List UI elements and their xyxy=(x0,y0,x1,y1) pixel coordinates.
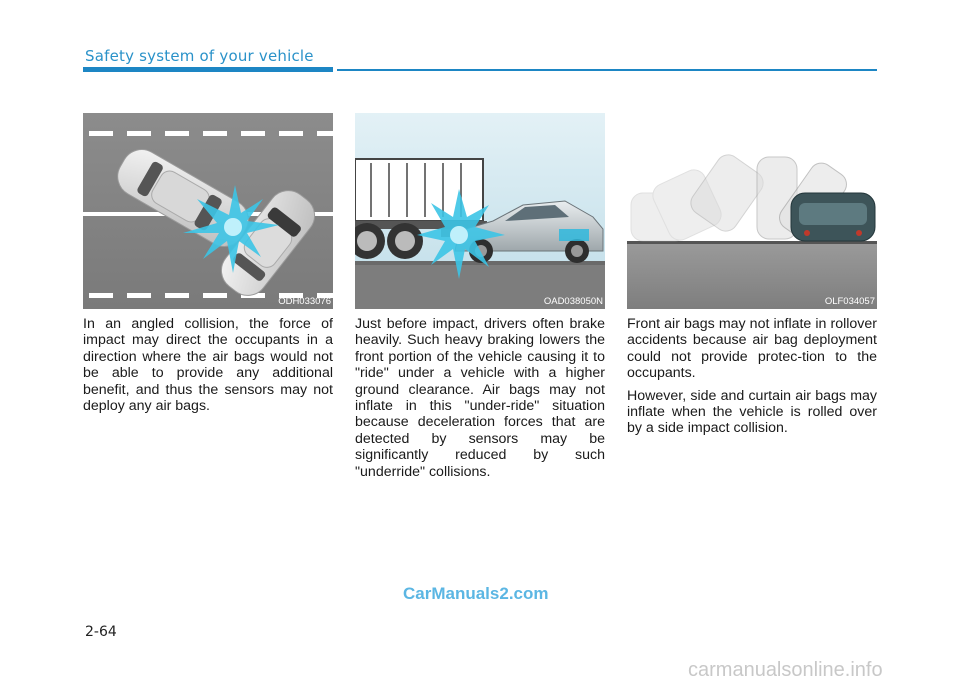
header-rule-thick xyxy=(83,67,333,72)
footer-site-watermark: carmanualsonline.info xyxy=(688,659,883,681)
column-text-angled xyxy=(83,316,333,420)
section-title: Safety system of your vehicle xyxy=(85,47,314,65)
page-number: 2-64 xyxy=(85,624,117,640)
column-text-underride xyxy=(355,316,605,486)
figure-code: OLF034057 xyxy=(824,296,875,307)
figure-angled-collision xyxy=(83,113,333,309)
figure-code: ODH033076 xyxy=(278,296,331,307)
figure-rollover xyxy=(627,113,877,309)
paragraph: Just before impact, drivers often brake heavily. Such heavy braking lowers the front portion of the vehicle causing it to "ride" under a vehicle with a higher ground clearance. Air bags may not inflate in this "under-ride" situation because deceleration forces that are detected by sensors may be significantly reduced by such "underride" collisions. xyxy=(355,316,605,480)
paragraph: However, side and curtain air bags may inflate when the vehicle is rolled over by a side impact collision. xyxy=(627,387,877,437)
header-rule-thin xyxy=(337,69,877,71)
column-text-rollover xyxy=(627,316,877,443)
paragraph: Front air bags may not inflate in rollover accidents because air bag deployment could not provide protec-tion to the occupants. xyxy=(627,316,877,382)
figure-underride xyxy=(355,113,605,309)
figure-code: OAD038050N xyxy=(543,296,603,307)
paragraph: In an angled collision, the force of impact may direct the occupants in a direction where the air bags would not be able to provide any additional benefit, and thus the sensors may not deploy any air bags. xyxy=(83,316,333,415)
watermark-link[interactable]: CarManuals2.com xyxy=(403,584,549,603)
